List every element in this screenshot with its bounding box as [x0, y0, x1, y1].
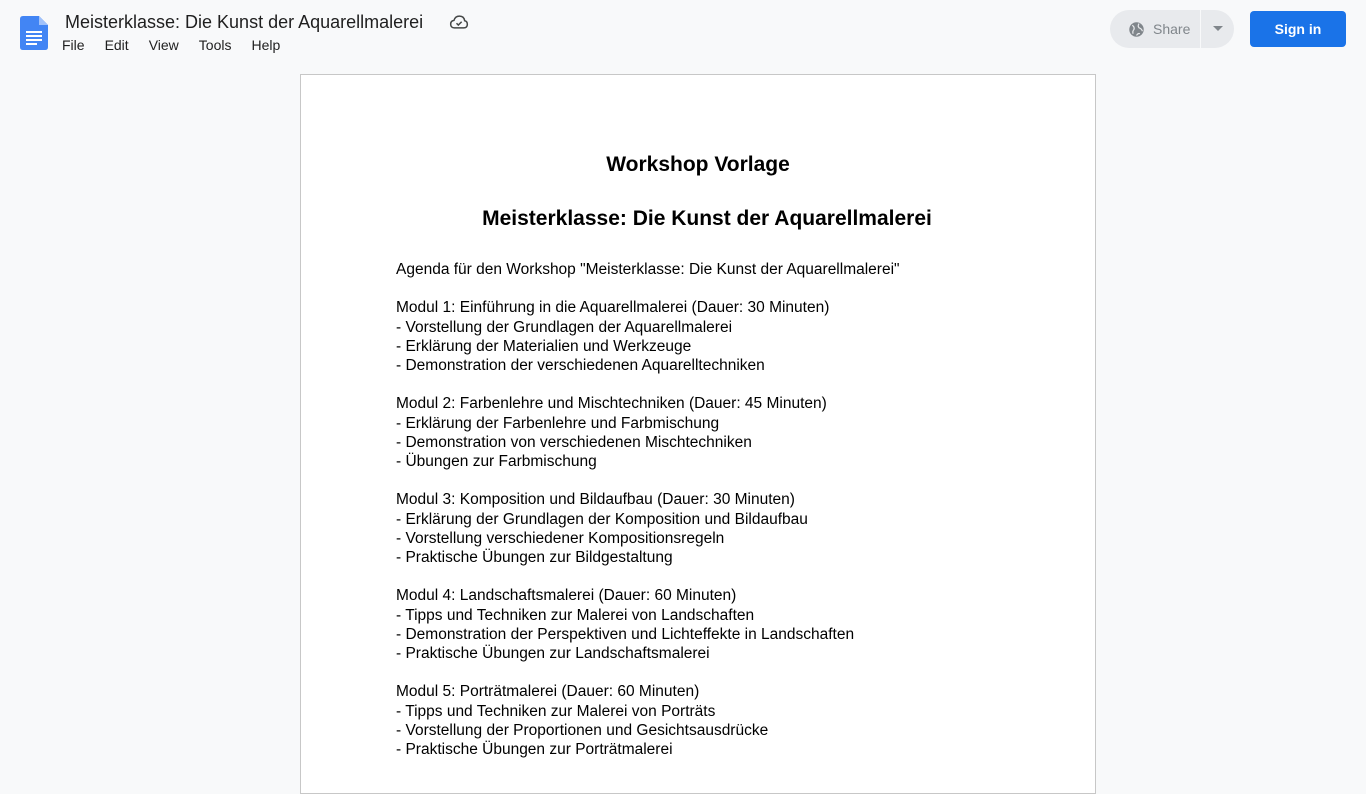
google-docs-logo-icon[interactable] — [20, 16, 48, 50]
globe-icon — [1128, 21, 1145, 38]
cloud-status-icon[interactable] — [449, 12, 469, 32]
document-paragraph — [396, 682, 1036, 759]
document-paragraph — [396, 586, 1036, 663]
text-line: - Demonstration von verschiedenen Mischtechniken — [396, 433, 752, 451]
text-line: - Tipps und Techniken zur Malerei von Porträts — [396, 702, 716, 720]
text-line: - Demonstration der Perspektiven und Lichteffekte in Landschaften — [396, 625, 855, 643]
menu-edit[interactable]: Edit — [104, 37, 129, 53]
menu-tools[interactable]: Tools — [198, 37, 232, 53]
top-bar — [0, 0, 1366, 64]
document-subheading: Meisterklasse: Die Kunst der Aquarellmalerei — [482, 207, 932, 230]
document-paragraph — [396, 394, 1036, 471]
text-line: - Erklärung der Grundlagen der Komposition und Bildaufbau — [396, 510, 808, 528]
text-line: - Praktische Übungen zur Landschaftsmalerei — [396, 645, 710, 662]
document-body — [396, 260, 1036, 778]
share-button[interactable] — [1110, 10, 1200, 48]
text-line: - Vorstellung der Grundlagen der Aquarellmalerei — [396, 318, 733, 336]
text-line: - Erklärung der Farbenlehre und Farbmischung — [396, 414, 720, 432]
menu-bar — [62, 37, 300, 53]
text-line: - Vorstellung der Proportionen und Gesichtsausdrücke — [396, 721, 769, 739]
text-line: - Tipps und Techniken zur Malerei von Landschaften — [396, 606, 755, 624]
share-label: Share — [1153, 21, 1191, 37]
module-heading-line: Modul 4: Landschaftsmalerei (Dauer: 60 Minuten) — [396, 587, 737, 605]
module-heading-line: Modul 1: Einführung in die Aquarellmalerei (Dauer: 30 Minuten) — [396, 299, 830, 317]
document-paragraph — [396, 260, 1036, 279]
text-line: - Übungen zur Farbmischung — [396, 453, 597, 470]
text-line: Agenda für den Workshop "Meisterklasse: Die Kunst der Aquarellmalerei" — [396, 261, 900, 278]
menu-file[interactable]: File — [62, 37, 85, 53]
document-title[interactable]: Meisterklasse: Die Kunst der Aquarellmalerei — [65, 11, 424, 32]
menu-help[interactable]: Help — [251, 37, 281, 53]
share-options-button[interactable] — [1201, 10, 1234, 48]
module-heading-line: Modul 5: Porträtmalerei (Dauer: 60 Minuten) — [396, 683, 700, 701]
module-heading-line: Modul 2: Farbenlehre und Mischtechniken (Dauer: 45 Minuten) — [396, 395, 827, 413]
text-line: - Vorstellung verschiedener Kompositionsregeln — [396, 529, 725, 547]
document-paragraph — [396, 490, 1036, 567]
module-heading-line: Modul 3: Komposition und Bildaufbau (Dauer: 30 Minuten) — [396, 491, 795, 509]
caret-down-icon — [1213, 26, 1223, 32]
share-button-group — [1110, 10, 1234, 48]
sign-in-button[interactable]: Sign in — [1250, 11, 1346, 47]
text-line: - Praktische Übungen zur Bildgestaltung — [396, 549, 673, 566]
title-row — [65, 10, 469, 34]
text-line: - Erklärung der Materialien und Werkzeuge — [396, 337, 692, 355]
document-page[interactable] — [300, 74, 1096, 794]
text-line: - Demonstration der verschiedenen Aquarelltechniken — [396, 357, 765, 374]
document-heading: Workshop Vorlage — [606, 153, 790, 176]
document-paragraph — [396, 298, 1036, 375]
menu-view[interactable]: View — [148, 37, 179, 53]
text-line: - Praktische Übungen zur Porträtmalerei — [396, 741, 673, 758]
